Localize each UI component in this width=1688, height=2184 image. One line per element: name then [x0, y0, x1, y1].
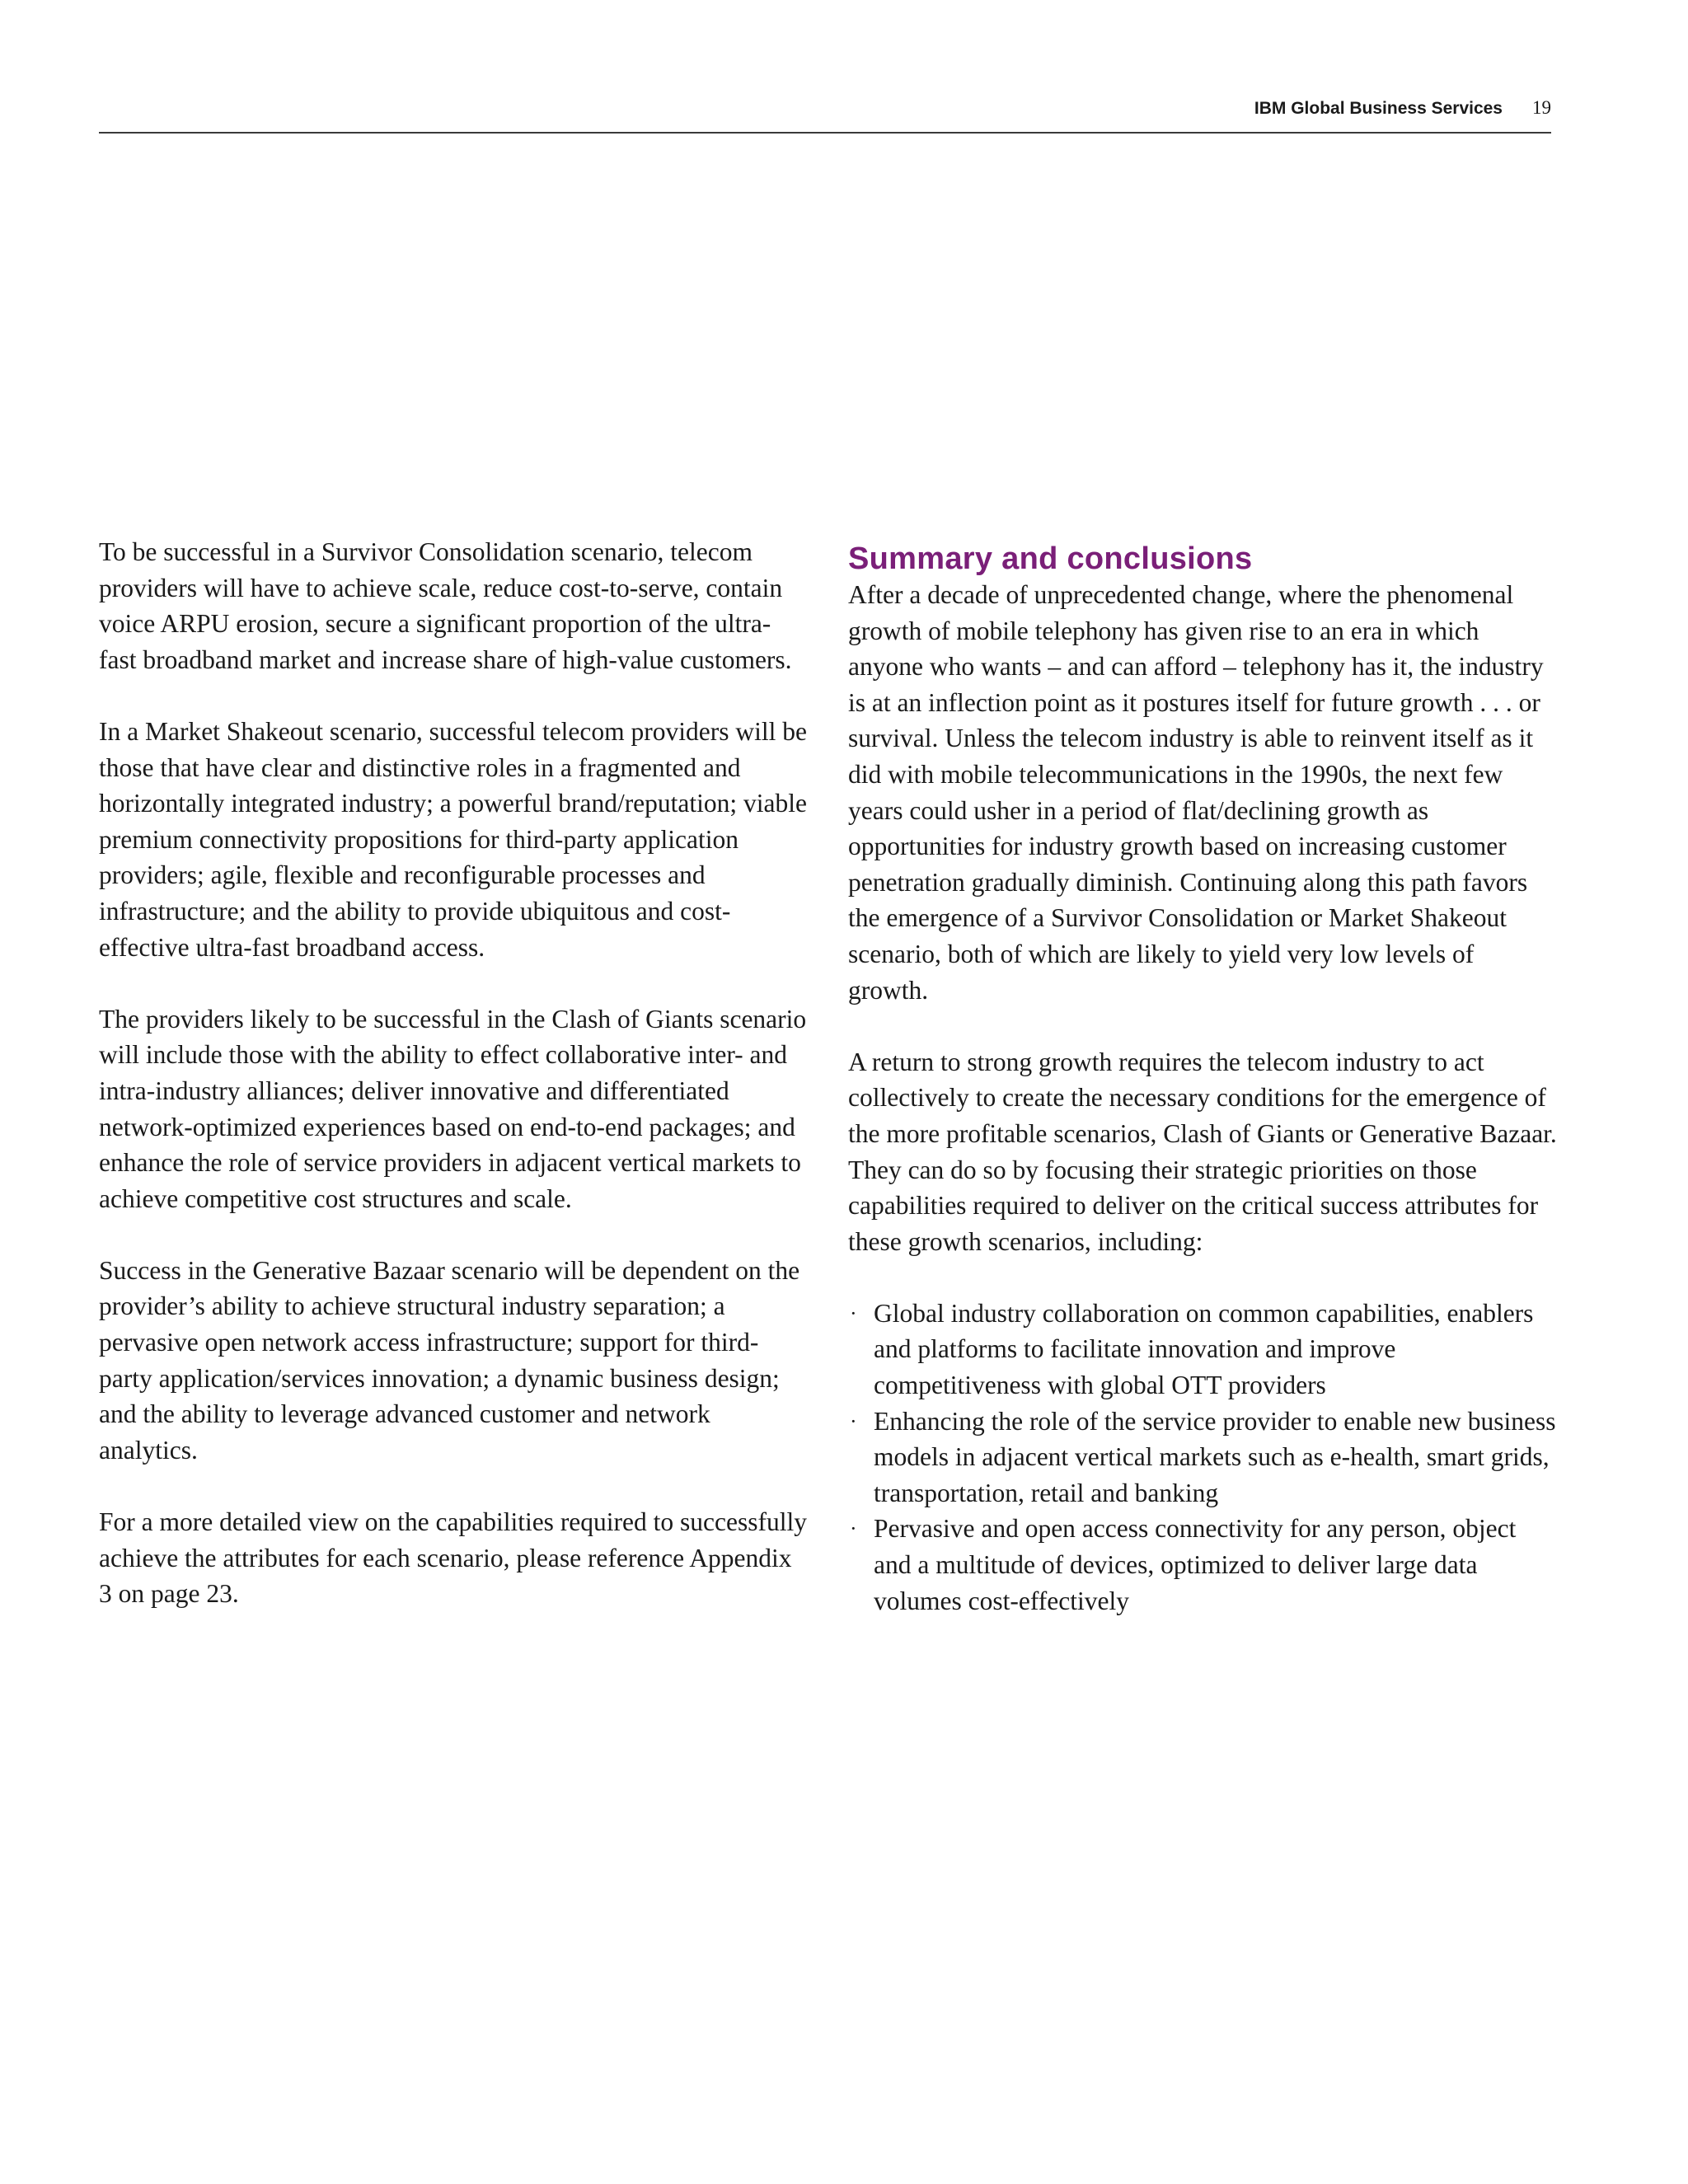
list-item-text: Global industry collaboration on common capabilities, enablers and platforms to facilitate innovation and improve competitiveness with global OTT providers	[874, 1298, 1534, 1400]
section-heading: Summary and conclusions	[848, 541, 1253, 576]
left-column	[99, 534, 808, 1647]
paragraph-summary: After a decade of unprecedented change, where the phenomenal growth of mobile telephony has given rise to an era in which anyone who wants – and can afford – telephony has it, the industry is at an inflection point as it postures itself for future growth . . . or survival. Unless the telecom industry is able to reinvent itself as it did with mobile telecommunications in the 1990s, the next few years could usher in a period of flat/declining growth as opportunities for industry growth based on increasing customer penetration gradually diminish. Continuing along this path favors the emergence of a Survivor Consolidation or Market Shakeout scenario, both of which are likely to yield very low levels of growth.	[848, 580, 1544, 1005]
paragraph-clash-of-giants: The providers likely to be successful in the Clash of Giants scenario will include those with the ability to effect collaborative inter- and intra-industry alliances; deliver innovative and differentiated network-optimized experiences based on end-to-end packages; and enhance the role of service providers in adjacent vertical markets to achieve competitive cost structures and scale.	[99, 1004, 807, 1213]
right-column	[848, 534, 1559, 1619]
paragraph-return-to-growth: A return to strong growth requires the telecom industry to act collectively to create the necessary conditions for the emergence of the more profitable scenarios, Clash of Giants or Generative Bazaar. They can do so by focusing their strategic priorities on those capabilities required to deliver on the critical success attributes for these growth scenarios, including:	[848, 1047, 1557, 1256]
paragraph-appendix-reference: For a more detailed view on the capabilities required to successfully achieve the attributes for each scenario, please reference Appendix 3 on page 23.	[99, 1507, 807, 1609]
page-header	[99, 89, 1551, 134]
list-item	[848, 1511, 1559, 1619]
list-item	[848, 1404, 1559, 1511]
bullet-dot-icon: ·	[850, 1301, 857, 1325]
paragraph-generative-bazaar: Success in the Generative Bazaar scenario will be dependent on the provider’s ability to achieve structural industry separation; a pervasive open network access infrastructure; support for third-party application/services innovation; a dynamic business design; and the ability to leverage advanced customer and network analytics.	[99, 1255, 800, 1465]
list-item-text: Enhancing the role of the service provider to enable new business models in adjacent vertical markets such as e-health, smart grids, transportation, retail and banking	[874, 1406, 1556, 1507]
page-number: 19	[1532, 97, 1551, 118]
bullet-dot-icon: ·	[850, 1516, 857, 1541]
header-right	[1254, 97, 1551, 119]
header-brand: IBM Global Business Services	[1254, 99, 1503, 118]
paragraph-survivor-consolidation: To be successful in a Survivor Consolidation scenario, telecom providers will have to achieve scale, reduce cost-to-serve, contain voice ARPU erosion, secure a significant proportion of the ultra-fast broadband market and increase share of high-value customers.	[99, 537, 792, 674]
bullet-dot-icon: ·	[850, 1408, 857, 1433]
paragraph-market-shakeout: In a Market Shakeout scenario, successful telecom providers will be those that have clear and distinctive roles in a fragmented and horizontally integrated industry; a powerful brand/reputation; viable premium connectivity propositions for third-party application providers; agile, flexible and reconfigurable processes and infrastructure; and the ability to provide ubiquitous and cost-effective ultra-fast broadband access.	[99, 716, 807, 962]
bullet-list	[848, 1296, 1559, 1619]
list-item	[848, 1296, 1559, 1404]
list-item-text: Pervasive and open access connectivity for any person, object and a multitude of devices, optimized to deliver large data volumes cost-effectively	[874, 1514, 1517, 1615]
